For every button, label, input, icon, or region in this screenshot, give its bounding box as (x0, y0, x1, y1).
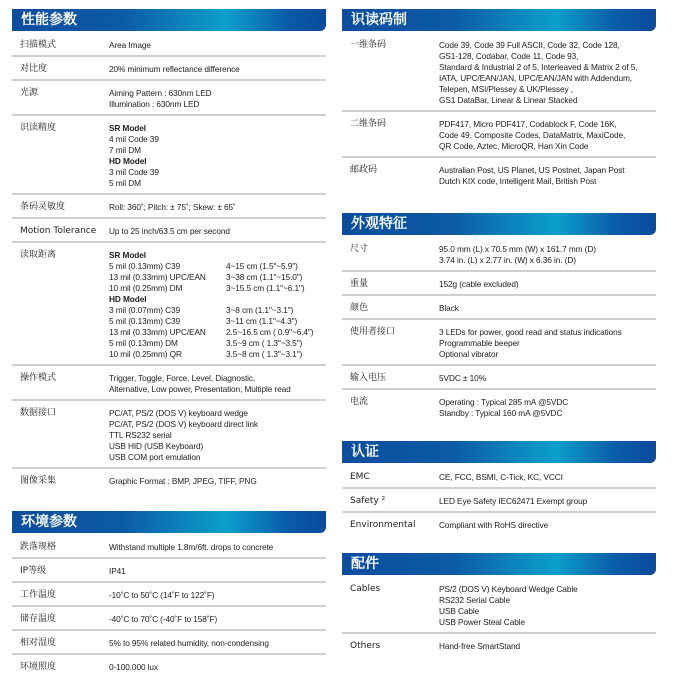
spec-line: Aiming Pattern : 630nm LED (109, 88, 212, 98)
spec-table (342, 31, 656, 191)
spec-distance: 3~38 cm (1.1"~15.0") (226, 272, 303, 282)
spec-line: Australian Post, US Planet, US Postnet, Japan Post (439, 165, 625, 175)
spec-row (342, 296, 656, 320)
section-title: 认证 (342, 441, 656, 463)
spec-line: CE, FCC, BSMI, C-Tick, KC, VCCI (439, 472, 563, 482)
spec-table (12, 533, 326, 677)
spec-line: 3.74 in. (L) x 2.77 in. (W) x 6.36 in. (D) (439, 255, 576, 265)
model-heading: HD Model (109, 156, 147, 166)
spec-value (439, 641, 656, 652)
spec-row (12, 33, 326, 57)
spec-line: 5 mil (0.13mm) DM (109, 338, 178, 348)
spec-row (12, 81, 326, 116)
spec-line: PDF417, Micro PDF417, Codablock F, Code 16K, (439, 119, 617, 129)
spec-value (439, 119, 656, 152)
spec-line: USB Cable (439, 606, 480, 616)
spec-line: USB Power Steal Cable (439, 617, 525, 627)
spec-label: 使用者接口 (350, 327, 396, 337)
section-acc (342, 553, 656, 656)
spec-line: IP41 (109, 566, 126, 576)
spec-label: 光源 (20, 88, 39, 98)
spec-row (12, 583, 326, 607)
spec-line: USB HID (USB Keyboard) (109, 441, 204, 451)
spec-value (109, 408, 326, 463)
model-heading: HD Model (109, 294, 147, 304)
spec-value (439, 373, 656, 384)
spec-label: 一维条码 (350, 40, 387, 50)
spec-line: LED Eye Safety IEC62471 Exempt group (439, 496, 588, 506)
spec-line: 5% to 95% related humidity, non-condensing (109, 638, 269, 648)
spec-table (342, 575, 656, 656)
spec-value (439, 244, 656, 266)
section-env (12, 511, 326, 677)
spec-row (342, 513, 656, 535)
spec-table (342, 463, 656, 535)
spec-line: Programmable beeper (439, 338, 520, 348)
spec-line: Standard & Industrial 2 of 5, Interleaved & Matrix 2 of 5, (439, 62, 638, 72)
section-cert (342, 441, 656, 535)
spec-line: TTL RS232 serial (109, 430, 172, 440)
spec-line: 152g (cable excluded) (439, 279, 519, 289)
spec-line: GS1 DataBar, Linear & Linear Stacked (439, 95, 578, 105)
section-title: 性能参数 (12, 9, 326, 31)
spec-line: PS/2 (DOS V) Keyboard Wedge Cable (439, 584, 578, 594)
spec-value (109, 64, 326, 75)
spec-table (12, 31, 326, 491)
spec-label: IP等级 (20, 566, 47, 576)
spec-row (12, 243, 326, 366)
spec-label: 储存温度 (20, 614, 57, 624)
spec-value (109, 566, 326, 577)
spec-line: 3 LEDs for power, good read and status indications (439, 327, 622, 337)
spec-line: Operating : Typical 285 mA @5VDC (439, 397, 569, 407)
spec-label: Others (350, 641, 381, 651)
spec-value (109, 226, 326, 237)
spec-value (109, 202, 326, 213)
spec-line: Compliant with RoHS directive (439, 520, 549, 530)
spec-value (439, 327, 656, 360)
spec-line: GS1-128, Codabar, Code 11, Code 93, (439, 51, 579, 61)
spec-row (12, 366, 326, 401)
spec-label: 数据接口 (20, 408, 57, 418)
spec-line: 10 mil (0.25mm) DM (109, 283, 183, 293)
spec-line: Optional vibrator (439, 349, 499, 359)
spec-value (109, 476, 326, 487)
spec-value (109, 40, 326, 51)
spec-line: Trigger, Toggle, Force, Level, Diagnostic, (109, 373, 256, 383)
spec-distance: 3~8 cm (1.1"~3.1") (226, 305, 294, 315)
section-title: 外观特征 (342, 213, 656, 235)
spec-line: Alternative, Low power, Presentation, Multiple read (109, 384, 291, 394)
spec-value (109, 542, 326, 553)
spec-value (109, 590, 326, 601)
spec-line: Illumination : 630nm LED (109, 99, 200, 109)
spec-line: Hand-free SmartStand (439, 641, 521, 651)
spec-line: Telepen, MSI/Plessey & UK/Plessey , (439, 84, 573, 94)
spec-line: QR Code, Aztec, MicroQR, Han Xin Code (439, 141, 589, 151)
spec-row (12, 219, 326, 243)
spec-line: 5 mil (0.13mm) C39 (109, 316, 181, 326)
spec-line: Area Image (109, 40, 151, 50)
spec-value (109, 373, 326, 395)
spec-value (109, 614, 326, 625)
spec-value (439, 303, 656, 314)
spec-label: 相对湿度 (20, 638, 57, 648)
spec-label: 跌落规格 (20, 542, 57, 552)
spec-line: 5VDC ± 10% (439, 373, 486, 383)
spec-line: 10 mil (0.25mm) QR (109, 349, 182, 359)
spec-row (342, 158, 656, 191)
spec-line: 20% minimum reflectance difference (109, 64, 240, 74)
spec-line: 95.0 mm (L) x 70.5 mm (W) x 161.7 mm (D) (439, 244, 596, 254)
spec-value (439, 165, 656, 187)
spec-label: 图像采集 (20, 476, 57, 486)
spec-line: USB COM port emulation (109, 452, 201, 462)
spec-row (12, 57, 326, 81)
spec-label: Environmental (350, 520, 416, 530)
spec-line: 13 mil (0.33mm) UPC/EAN (109, 327, 206, 337)
spec-line: PC/AT, PS/2 (DOS V) keyboard wedge (109, 408, 248, 418)
spec-line: 5 mil DM (109, 178, 141, 188)
spec-row (12, 607, 326, 631)
spec-value (439, 472, 656, 483)
spec-value (109, 662, 326, 673)
spec-line: Dutch KIX code, Intelligent Mail, British Post (439, 176, 597, 186)
spec-label: 尺寸 (350, 244, 369, 254)
section-title: 环境参数 (12, 511, 326, 533)
spec-line: Up to 25 inch/63.5 cm per second (109, 226, 230, 236)
section-title: 识读码制 (342, 9, 656, 31)
spec-line: 3 mil Code 39 (109, 167, 159, 177)
spec-value (109, 250, 326, 360)
section-phys (342, 213, 656, 423)
spec-row (342, 577, 656, 634)
spec-line: RS232 Serial Cable (439, 595, 511, 605)
spec-label: 操作模式 (20, 373, 57, 383)
model-heading: SR Model (109, 250, 146, 260)
spec-line: 4 mil Code 39 (109, 134, 159, 144)
spec-line: Withstand multiple 1.8m/6ft. drops to concrete (109, 542, 274, 552)
spec-line: Black (439, 303, 459, 313)
spec-label: Safety ² (350, 496, 386, 506)
spec-value (109, 638, 326, 649)
spec-value (439, 40, 656, 106)
spec-line: -40˚C to 70˚C (-40˚F to 158˚F) (109, 614, 218, 624)
spec-row (342, 366, 656, 390)
spec-value (109, 88, 326, 110)
spec-value (439, 496, 656, 507)
spec-row (342, 390, 656, 423)
spec-table (342, 235, 656, 423)
spec-label: 输入电压 (350, 373, 387, 383)
spec-label: 识读精度 (20, 123, 57, 133)
spec-row (12, 559, 326, 583)
spec-value (439, 520, 656, 531)
spec-line: Graphic Format : BMP, JPEG, TIFF, PNG (109, 476, 257, 486)
spec-line: PC/AT, PS/2 (DOS V) keyboard direct link (109, 419, 258, 429)
spec-line: 3 mil (0.07mm) C39 (109, 305, 181, 315)
spec-label: EMC (350, 472, 370, 482)
spec-row (12, 116, 326, 195)
spec-row (342, 272, 656, 296)
spec-row (12, 631, 326, 655)
spec-row (12, 469, 326, 491)
spec-label: Cables (350, 584, 381, 594)
spec-label: 电流 (350, 397, 369, 407)
spec-line: IATA, UPC/EAN/JAN, UPC/EAN/JAN with Addendum, (439, 73, 632, 83)
section-symb (342, 9, 656, 191)
spec-label: 重量 (350, 279, 369, 289)
spec-value (439, 397, 656, 419)
spec-label: 环境照度 (20, 662, 57, 672)
spec-label: 二维条码 (350, 119, 387, 129)
spec-line: Roll: 360˚; Pitch: ± 75˚; Skew: ± 65˚ (109, 202, 236, 212)
spec-line: 5 mil (0.13mm) C39 (109, 261, 181, 271)
spec-line: Code 39, Code 39 Full ASCII, Code 32, Code 128, (439, 40, 620, 50)
spec-label: Motion Tolerance (20, 226, 97, 236)
spec-label: 对比度 (20, 64, 48, 74)
spec-row (342, 112, 656, 158)
spec-line: 0-100,000 lux (109, 662, 158, 672)
spec-distance: 4~15 cm (1.5"~5.9") (226, 261, 298, 271)
spec-row (12, 195, 326, 219)
spec-line: Standby : Typical 160 mA @5VDC (439, 408, 563, 418)
spec-line: Code 49, Composite Codes, DataMatrix, MaxiCode, (439, 130, 626, 140)
spec-row (342, 33, 656, 112)
spec-line: -10˚C to 50˚C (14˚F to 122˚F) (109, 590, 215, 600)
spec-row (12, 535, 326, 559)
spec-label: 邮政码 (350, 165, 378, 175)
spec-row (342, 320, 656, 366)
spec-distance: 3.5~9 cm ( 1.3"~3.5") (226, 338, 303, 348)
spec-label: 条码灵敏度 (20, 202, 66, 212)
spec-row (342, 465, 656, 489)
section-perf (12, 9, 326, 491)
spec-row (342, 634, 656, 656)
spec-distance: 3.5~8 cm ( 1.3"~3.1") (226, 349, 303, 359)
spec-label: 工作温度 (20, 590, 57, 600)
spec-label: 扫描模式 (20, 40, 57, 50)
spec-label: 颜色 (350, 303, 369, 313)
spec-row (342, 237, 656, 272)
spec-distance: 3~15.5 cm (1.1"~6.1") (226, 283, 305, 293)
spec-line: 13 mil (0.33mm) UPC/EAN (109, 272, 206, 282)
section-title: 配件 (342, 553, 656, 575)
spec-distance: 3~11 cm (1.1"~4.3") (226, 316, 298, 326)
spec-value (439, 584, 656, 628)
spec-distance: 2.5~16.5 cm ( 0.9"~6.4") (226, 327, 314, 337)
spec-row (342, 489, 656, 513)
model-heading: SR Model (109, 123, 146, 133)
spec-value (439, 279, 656, 290)
spec-value (109, 123, 326, 189)
spec-line: 7 mil DM (109, 145, 141, 155)
spec-row (12, 401, 326, 469)
spec-label: 读取距离 (20, 250, 57, 260)
